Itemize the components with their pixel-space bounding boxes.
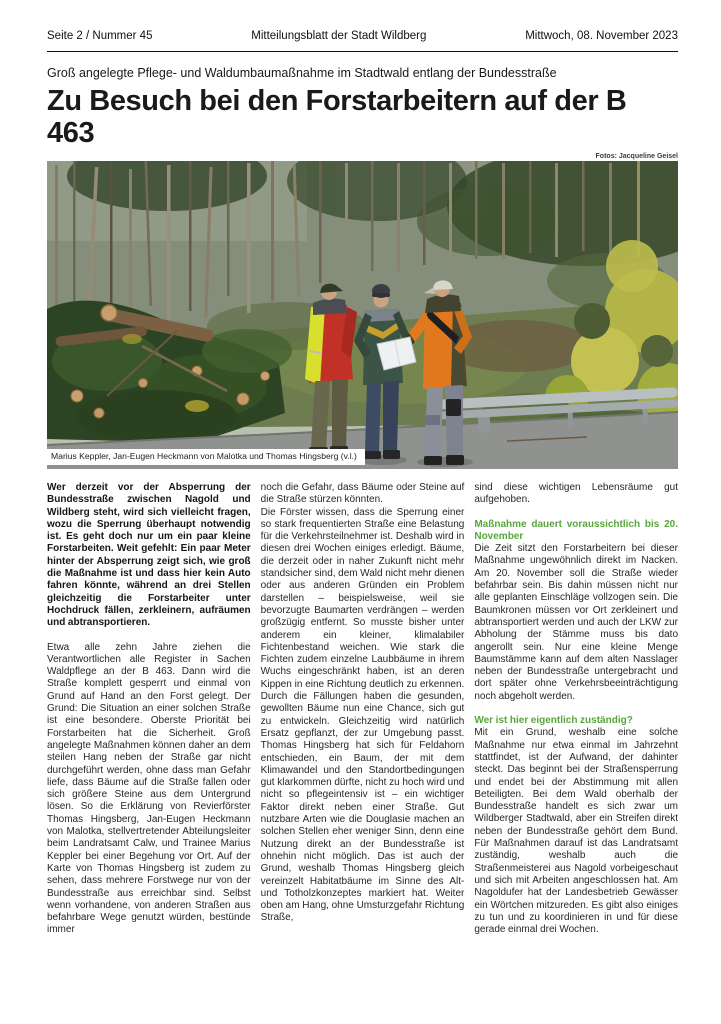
subhead-duration: Maßnahme dauert voraussichtlich bis 20. November [474, 518, 679, 542]
forest-scene-illustration [47, 161, 678, 469]
body-paragraph-4: sind diese wichtigen Lebensräume gut aufgehoben. [474, 482, 679, 506]
column-1 [47, 482, 251, 937]
body-paragraph-5: Die Zeit sitzt den Forstarbeitern bei dieser Maßnahme ungewöhnlich direkt im Nacken. Am 20. November soll die Straße wieder befahrbar sein. Bis dahin müssen nicht nur alle geplanten Einschläge vollzogen sein. Die Baumkronen müssen vor Ort zerkleinert und abtransportiert werden und auch der LKW zur Abholung der Stämme muss bis dato angerollt sein. Nur eine kleine Menge Baumstämme kann auf dem alten Nasslager neben der Bundesstraße untergebracht und dort später ohne Verkehrsbeeinträchtigung noch abgeholt werden. [474, 543, 679, 702]
body-paragraph-2: noch die Gefahr, dass Bäume oder Steine auf die Straße stürzen könnten. [260, 482, 465, 506]
body-paragraph-1: Etwa alle zehn Jahre ziehen die Verantwortlichen alle Register in Sachen Waldpflege an der B 463. Dann wird die Straße komplett gesperrt und einmal von Grund auf Hand an den Forst gelegt. Der Grund: Die Situation an einer solchen Straße ist eine besondere. Oberste Priorität bei Forstarbeiten hat die Sicherheit. Groß angelegte Maßnahmen können daher an dem steilen Hang neben der Straße gar nicht durchgeführt werden, ohne dass man Gefahr liefe, dass Bäume auf die Straße fallen oder sich größere Steine aus dem Untergrund lösen. So die Erklärung von Revierförster Thomas Hingsberg, Jan-Eugen Heckmann von Malotka, stellvertretender Abteilungsleiter beim Landratsamt Calw, und Trainee Marius Keppler bei einer Begehung vor Ort. Auf der Karte von Thomas Hingsberg ist zudem zu sehen, dass mehrere Forstwege nur von der Bundesstraße aus erreichbar sind. Selbst wenn vorhandene, von anderen Straßen aus befahrbare Wege genutzt würden, bestünde immer [47, 641, 251, 936]
article-photo [47, 161, 678, 469]
publication-title: Mitteilungsblatt der Stadt Wildberg [251, 30, 427, 42]
subhead-responsibility: Wer ist hier eigentlich zuständig? [474, 715, 633, 727]
body-paragraph-3: Die Förster wissen, dass die Sperrung einer so stark frequentierten Straße eine Belastung für die Verkehrsteilnehmer ist. Deshalb wird in diesen drei Wochen einiges erledigt. Bäume, die derzeit oder in naher Zukunft nicht mehr standsicher sind, dem Wald nicht mehr dienen oder aus anderen Gründen ein Problem darstellen – beispielsweise, weil sie bevorzugte Baumarten verdrängen – werden großzügig entfernt. So musste bisher unter anderem ein kleiner, klimalabiler Fichtenbestand weichen. Wie stark die Fichten zudem einzelne Laubbäume in ihrem Wuchs eingeschränkt haben, ist an deren Kippen in eine Richtung deutlich zu erkennen. Durch die Fällungen haben die gesunden, gewollten Bäume nun eine Chance, sich gut zu entwickeln. Gleichzeitig wird natürlich Ersatz gepflanzt, der zur Umgebung passt. Thomas Hingsberg hat sich für Feldahorn entschieden, ein Baum, der mit dem Klimawandel und den Standortbedingungen gut klarkommen dürfte, nicht zu hoch wird und nicht so pflegeintensiv ist – ein wichtiger Faktor direkt neben einer Straße. Gut nutzbare Arten wie die Douglasie machen an solchen Stellen eher weniger Sinn, denn eine Nutzung direkt an der Bundesstraße ist ohnehin nicht möglich. Das ist auch der Grund, weshalb Thomas Hingsberg gleich vereinzelt Habitatbäume im Sinne des Alt- und Totholzkonzeptes markiert hat. Weiter oben am Hang, ohne Umsturzgefahr Richtung Straße, [260, 506, 465, 924]
column-3 [474, 482, 678, 937]
photo-caption: Marius Keppler, Jan-Eugen Heckmann von Malotka und Thomas Hingsberg (v.l.) [47, 449, 365, 465]
issue-date: Mittwoch, 08. November 2023 [525, 30, 678, 42]
column-2 [261, 482, 465, 937]
headline: Zu Besuch bei den Forstarbeitern auf der B 463 [47, 85, 627, 149]
kicker: Groß angelegte Pflege- und Waldumbaumaßnahme im Stadtwald entlang der Bundesstraße [47, 66, 557, 80]
masthead [47, 30, 678, 52]
article-body [47, 482, 678, 937]
photo-credit: Fotos: Jacqueline Geisel [595, 153, 678, 160]
body-paragraph-6: Mit ein Grund, weshalb eine solche Maßnahme nur etwa einmal im Jahrzehnt stattfindet, ist der Aufwand, der dahinter steckt. Das beginnt bei der Straßensperrung und endet bei der Abstimmung mit allen Beteiligten. Bei dem Wald oberhalb der Bundesstraße handelt es sich zwar um Wildberger Stadtwald, aber ein Streifen direkt neben der Bundesstraße gehört dem Bund. Für Maßnahmen darauf ist das Landratsamt zuständig, weshalb auch die Straßenmeisterei aus Nagold vorbeigeschaut und sich mit Arbeiten angeschlossen hat. Am Nagoldufer hat der Landesbetrieb Gewässer ein Wörtchen mitzureden. Es gibt also einiges zu tun und zu koordinieren in und für diese gerade einmal drei Wochen. [474, 727, 679, 936]
page-number: Seite 2 / Nummer 45 [47, 30, 153, 42]
lead-paragraph: Wer derzeit vor der Absperrung der Bundesstraße zwischen Nagold und Wildberg steht, wird sich vielleicht fragen, wozu die Sperrung überhaupt notwendig ist. Es geht doch nur um ein paar kleine Forstarbeiten. Weit gefehlt: Ein paar Meter hinter der Absperrung zeigt sich, wie groß die Maßnahme ist und dass hier kein Auto fahren könnte, während an drei Stellen gleichzeitig die Forstarbeiter unter Hochdruck fällen, zerkleinern, aufräumen und abtransportieren. [47, 482, 251, 629]
